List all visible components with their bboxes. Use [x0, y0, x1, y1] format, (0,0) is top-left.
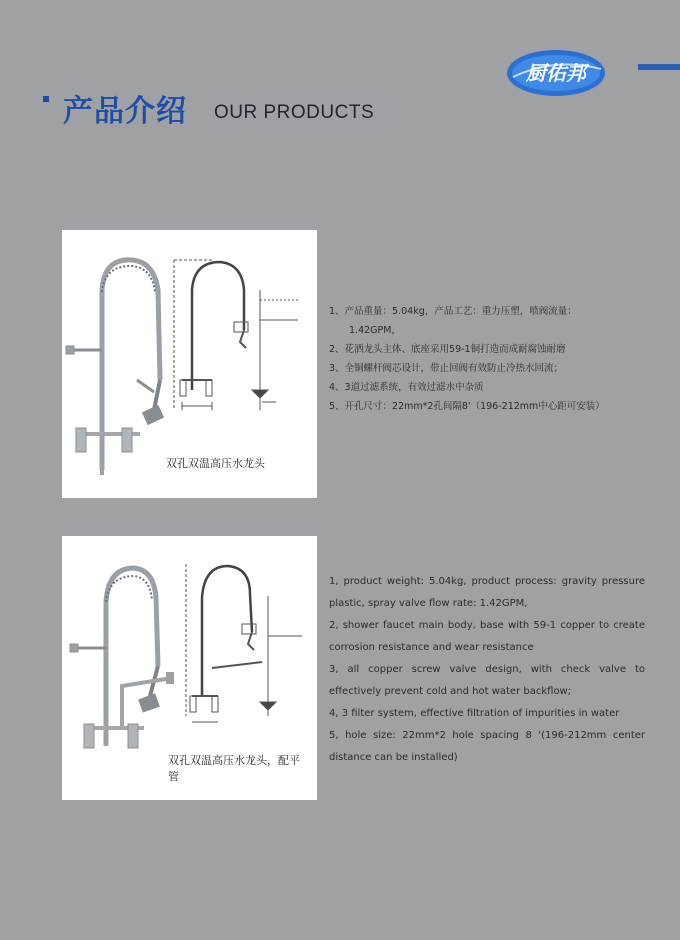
spec-item: 3、全铜螺杆阀芯设计，带止回阀有效防止冷热水回流；	[329, 363, 564, 374]
spec-list-english	[329, 571, 645, 769]
spec-item: 3, all copper screw valve design, with check valve to effectively prevent cold and hot water backflow;	[329, 664, 645, 697]
spec-item: 5、开孔尺寸：22mm*2孔间隔8'（196-212mm中心距可安装）	[329, 401, 605, 412]
page-title: 产品介绍	[63, 94, 187, 129]
product-caption-2: 双孔双温高压水龙头，配平管	[168, 754, 300, 783]
spec-item: 4、3道过滤系统，有效过滤水中杂质	[329, 382, 484, 393]
spec-item: 2、花洒龙头主体、底座采用59-1铜打造而成耐腐蚀耐磨	[329, 344, 566, 355]
spec-item: 5, hole size: 22mm*2 hole spacing 8 '(196-212mm center distance can be installed)	[329, 730, 645, 763]
product-image-card-1	[62, 230, 317, 498]
title-bullet	[43, 96, 49, 102]
page-subtitle: OUR PRODUCTS	[214, 102, 375, 123]
spec-list-chinese	[329, 302, 649, 416]
spec-item: 4, 3 filter system, effective filtration of impurities in water	[329, 708, 620, 719]
spec-item: 2, shower faucet main body, base with 59-1 copper to create corrosion resistance and wear resistance	[329, 620, 645, 653]
spec-item: 1, product weight: 5.04kg, product process: gravity pressure plastic, spray valve flow rate: 1.42GPM,	[329, 576, 645, 609]
brand-logo	[505, 47, 608, 99]
header-accent-bar	[638, 64, 680, 70]
product-caption-1: 双孔双温高压水龙头	[166, 457, 265, 470]
product-image-card-2	[62, 536, 317, 800]
spec-item: 1、产品重量：5.04kg，产品工艺：重力压塑，喷阀流量： 1.42GPM，	[329, 306, 577, 336]
svg-text:厨佑邦: 厨佑邦	[526, 61, 586, 85]
